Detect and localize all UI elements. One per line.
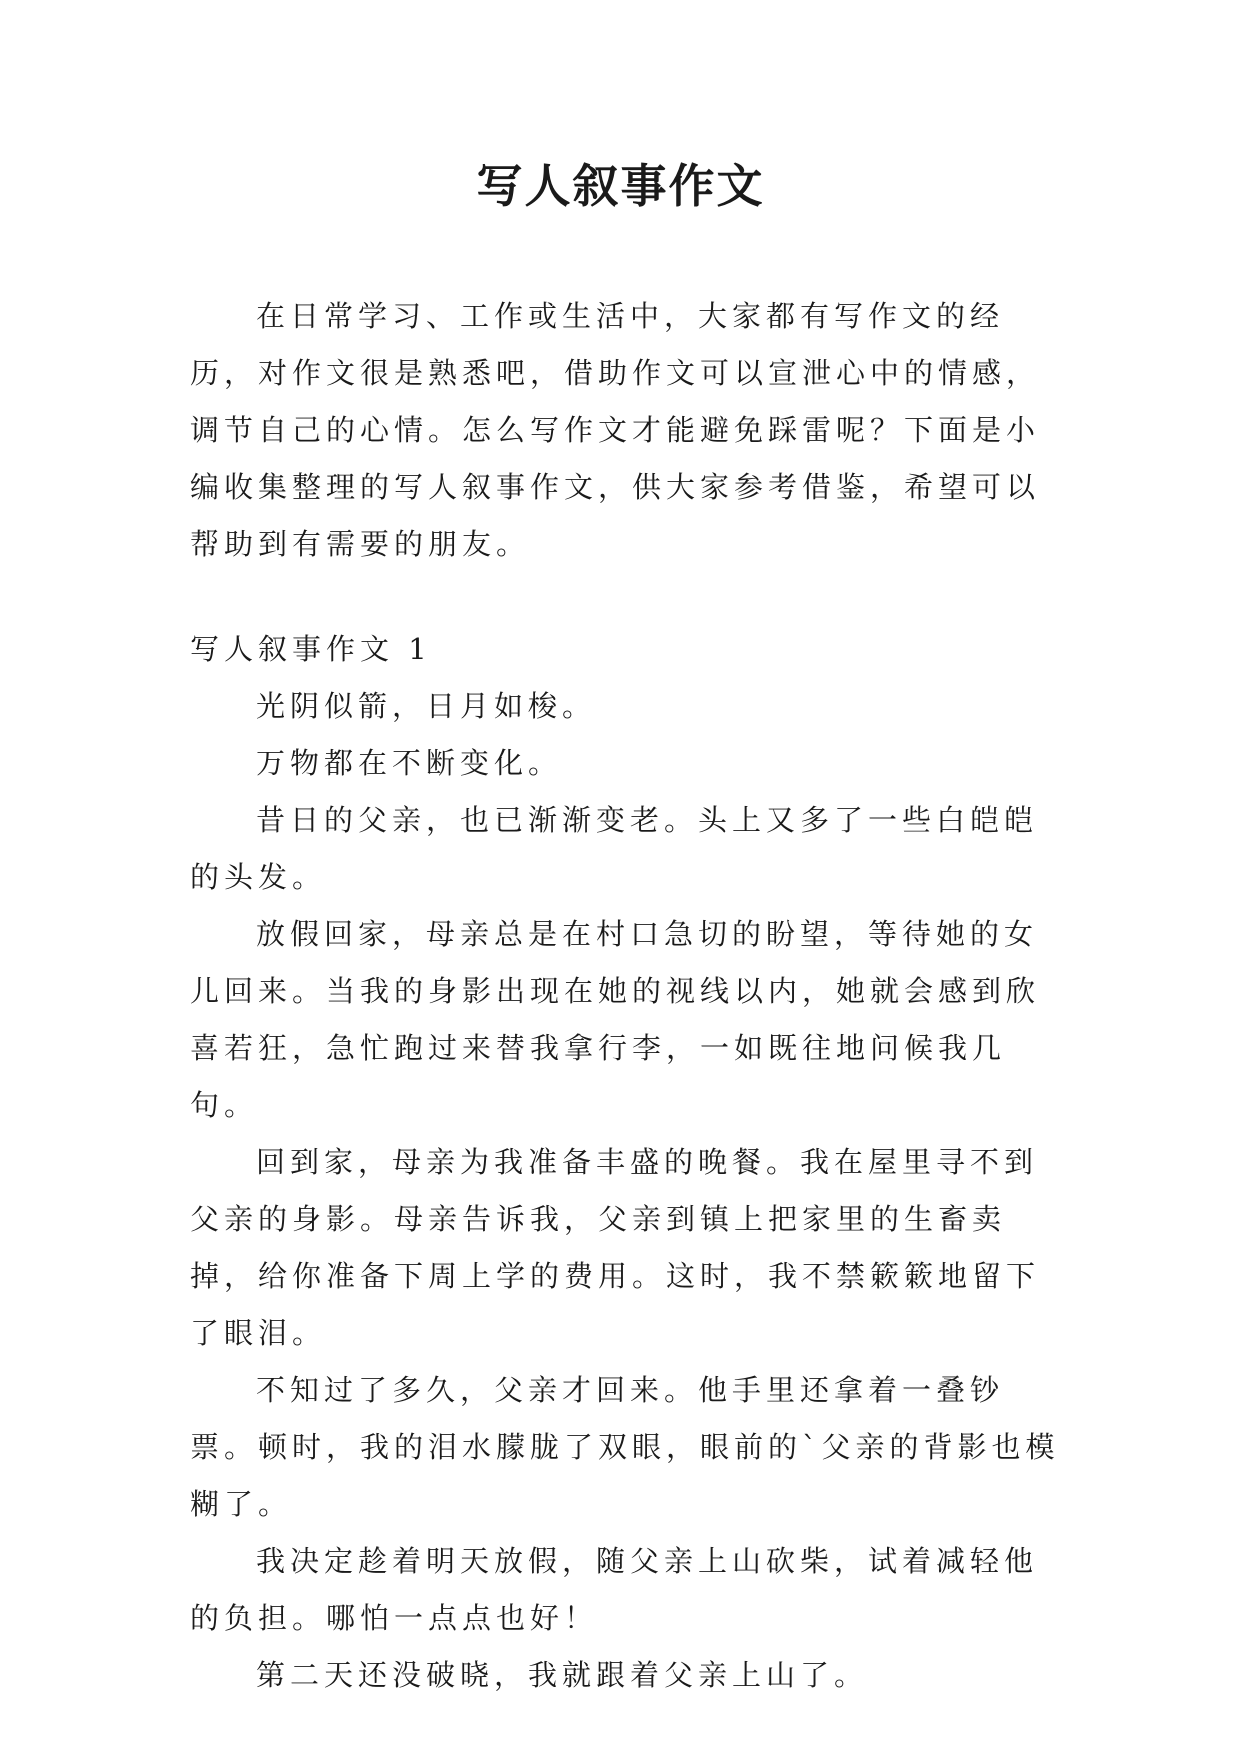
section-heading: 写人叙事作文 1 — [190, 632, 432, 666]
document-body — [190, 288, 1070, 1704]
body-paragraph: 第二天还没破晓，我就跟着父亲上山了。 — [256, 1658, 869, 1692]
body-paragraph: 昔日的父亲，也已渐渐变老。头上又多了一些白皑皑的头发。 — [190, 803, 1039, 894]
body-paragraph: 回到家，母亲为我准备丰盛的晚餐。我在屋里寻不到父亲的身影。母亲告诉我，父亲到镇上把家里的生畜卖掉，给你准备下周上学的费用。这时，我不禁簌簌地留下了眼泪。 — [190, 1145, 1041, 1350]
document-title: 写人叙事作文 — [476, 159, 765, 213]
body-paragraph: 万物都在不断变化。 — [256, 746, 563, 780]
body-paragraph: 光阴似箭，日月如梭。 — [256, 689, 597, 723]
body-paragraph: 放假回家，母亲总是在村口急切的盼望，等待她的女儿回来。当我的身影出现在她的视线以内，她就会感到欣喜若狂，急忙跑过来替我拿行李，一如既往地问候我几句。 — [190, 917, 1041, 1122]
intro-paragraph: 在日常学习、工作或生活中，大家都有写作文的经历，对作文很是熟悉吧，借助作文可以宣泄心中的情感，调节自己的心情。怎么写作文才能避免踩雷呢？下面是小编收集整理的写人叙事作文，供大家参考借鉴，希望可以帮助到有需要的朋友。 — [190, 299, 1041, 561]
body-paragraph: 不知过了多久，父亲才回来。他手里还拿着一叠钞票。顿时，我的泪水朦胧了双眼，眼前的`父亲的背影也模糊了。 — [190, 1373, 1060, 1521]
body-paragraph: 我决定趁着明天放假，随父亲上山砍柴，试着减轻他的负担。哪怕一点点也好！ — [190, 1544, 1039, 1635]
